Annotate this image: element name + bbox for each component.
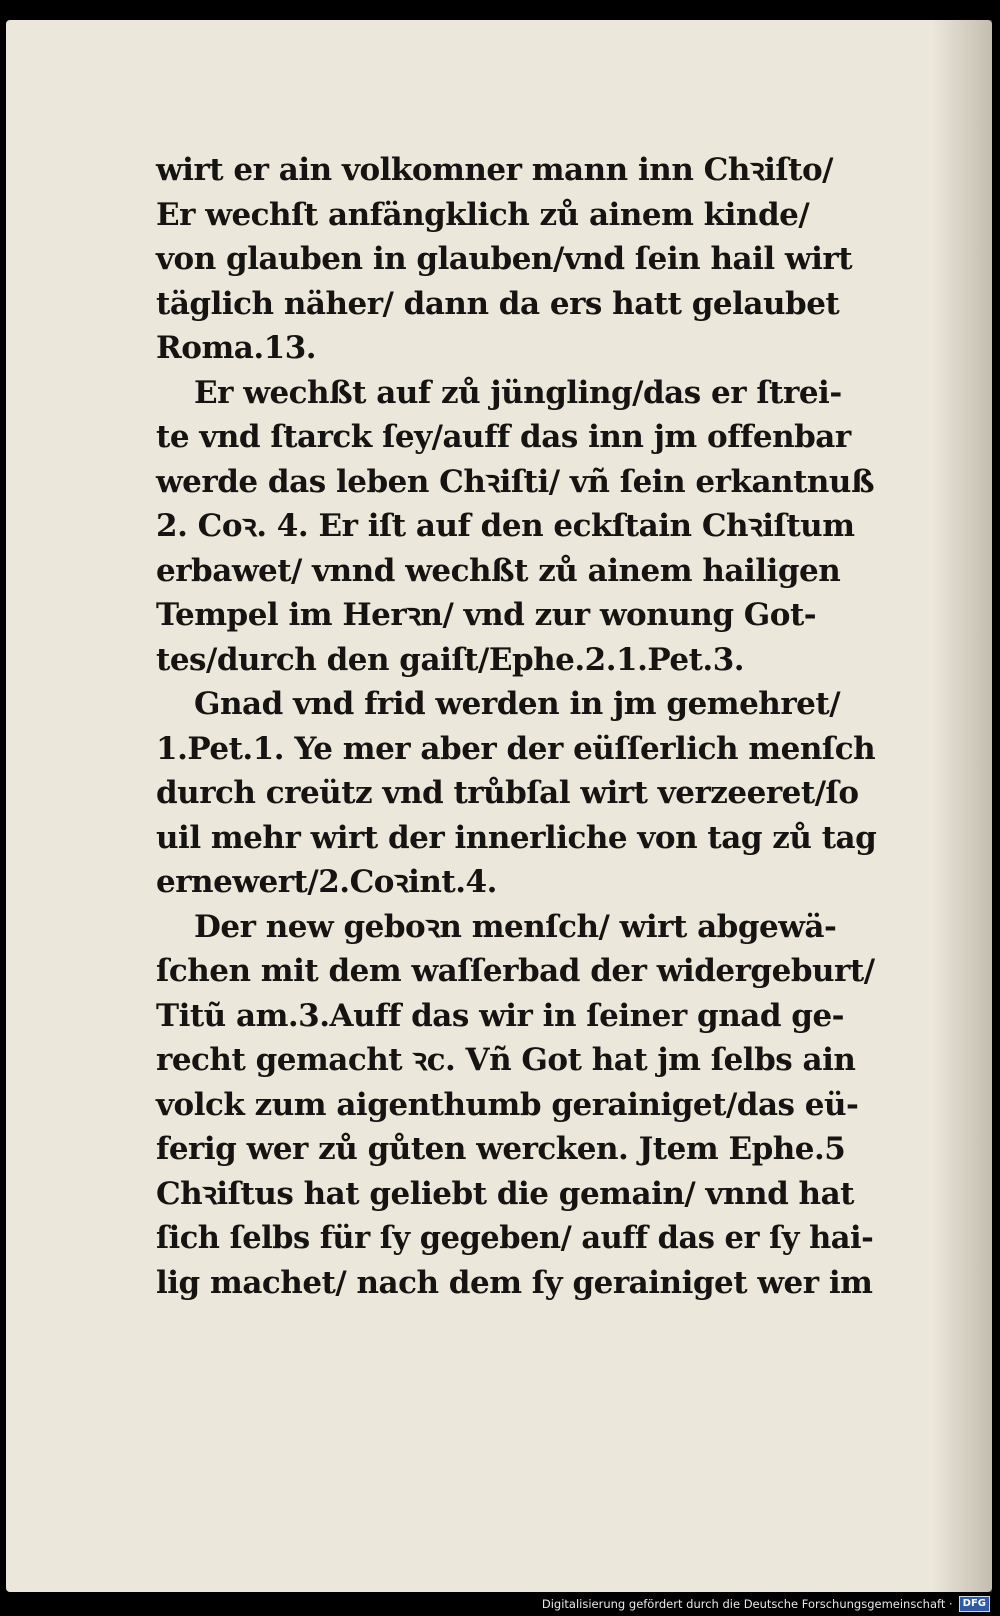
book-page [6,20,992,1592]
page-gutter-shadow [932,20,992,1592]
text-line: 2. Coꝛ. 4. Er iſt auf den eckſtain Chꝛiſtum [156,508,855,544]
text-line: wirt er ain volkomner mann inn Chꝛiſto/ [156,152,833,188]
funding-credit: Digitalisierung gefördert durch die Deutsche Forschungsgemeinschaft · [541,1597,953,1611]
text-line: täglich näher/ dann da ers hatt gelaubet [156,285,840,322]
text-line: uil mehr wirt der innerliche von tag zů tag [156,819,877,856]
text-line: Tempel im Herꝛn/ vnd zur wonung Got- [156,597,817,633]
text-line: ernewert/2.Coꝛint.4. [156,864,497,900]
text-line: Der new geboꝛn menſch/ wirt abgewä- [194,908,837,945]
text-line: Chꝛiſtus hat geliebt die gemain/ vnnd hat [156,1175,855,1212]
dfg-logo: DFG [959,1596,990,1612]
text-line: te vnd ſtarck ſey/auff das inn jm offenbar [156,419,851,455]
digitization-footer [542,1594,990,1614]
text-line: tes/durch den gaiſt/Ephe.2.1.Pet.3. [156,641,745,678]
text-line: erbawet/ vnnd wechßt zů ainem hailigen [156,552,841,589]
text-line: von glauben in glauben/vnd ſein hail wirt [156,241,853,277]
text-line: Titũ am.3.Auff das wir in ſeiner gnad ge- [156,997,845,1034]
text-line: durch creütz vnd trůbſal wirt verzeeret/ſo [156,775,859,811]
text-line: 1.Pet.1. Ye mer aber der eüſſerlich menſch [156,730,876,767]
text-line: ſchen mit dem waſſerbad der widergeburt/ [156,953,875,989]
text-line: werde das leben Chꝛiſti/ vñ ſein erkantnuß [156,463,875,500]
text-line: Er wechßt auf zů jüngling/das er ſtrei- [194,374,842,411]
text-line: Gnad vnd frid werden in jm gemehret/ [194,686,841,722]
text-line: recht gemacht ꝛc. Vñ Got hat jm ſelbs ain [156,1042,856,1078]
text-line: lig machet/ nach dem ſy gerainiget wer im [156,1264,873,1301]
text-line: Roma.13. [156,330,317,366]
text-line: volck zum aigenthumb gerainiget/das eü- [156,1086,859,1123]
text-line: ferig wer zů gůten wercken. Jtem Ephe.5 [156,1131,846,1167]
text-line: Er wechſt anfängklich zů ainem kinde/ [156,196,810,233]
text-line: ſich ſelbs für ſy gegeben/ auff das er ſy hai- [156,1220,874,1256]
page-text-block [156,148,876,1305]
